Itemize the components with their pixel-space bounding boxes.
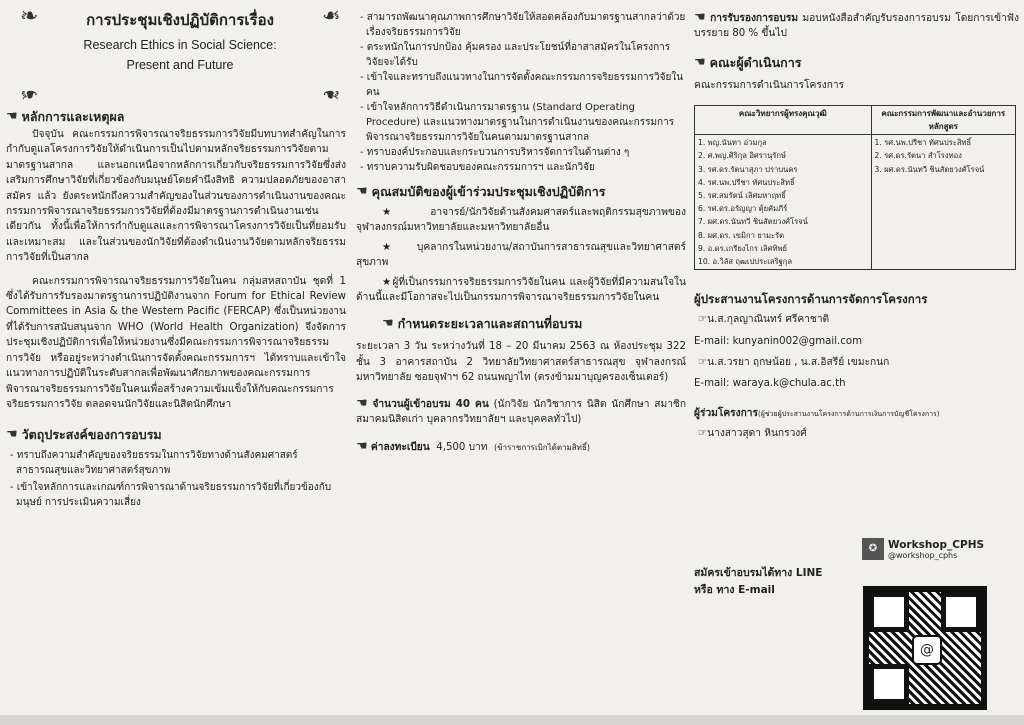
board-list	[871, 135, 1015, 270]
speaker-item: 6. รศ.ดร.อรัญญา ตุ้ยคัมภีร์	[698, 204, 788, 214]
column-right	[694, 0, 1019, 596]
board-item: 2. รศ.ดร.รัตนา สำโรงทอง	[874, 151, 962, 161]
speaker-item: 7. ผศ.ดร.นันทวี ชินสัตยวงศ์โรจน์	[698, 217, 808, 227]
coordinator-email-1[interactable]: E-mail: kunyanin002@gmail.com	[694, 335, 863, 347]
pointing-hand-icon: ☚	[6, 427, 18, 443]
schedule-text: ระยะเวลา 3 วัน ระหว่างวันที่ 18 – 20 มีนาคม 2563 ณ ห้องประชุม 322 ชั้น 3 อาคารสถาบัน 2 วิทยาลัยวิทยาศาสตร์สาธารณสุข จุฬาลงกรณ์มหาวิทยาลัย ซอยจุฬาฯ 62 ถนนพญาไท (ตรงข้ามมาบุญครองเซ็นเตอร์)	[356, 341, 686, 384]
certification-text	[694, 10, 1019, 42]
pointing-hand-icon: ☚	[6, 109, 18, 124]
qualification-item: ★อาจารย์/นักวิจัยด้านสังคมศาสตร์และพฤติกรรมสุขภาพของจุฬาลงกรณ์มหาวิทยาลัยและมหาวิทยาลัยอื่น	[356, 207, 686, 234]
participants-label: จำนวนผู้เข้าอบรม 40 คน	[372, 398, 489, 410]
pointing-hand-icon: ☚	[694, 10, 706, 25]
rationale-paragraph-1: ปัจจุบัน คณะกรรมการพิจารณาจริยธรรมการวิจัยมีบทบาทสำคัญในการกำกับดูแลโครงการวิจัยให้ดำเนินการเป็นไปตามหลักจริยธรรมการวิจัยตามมาตรฐานสากล และนอกเหนือจากหลักการเกี่ยวกับจริยธรรมการวิจัยซึ่งส่งเสริมการศึกษาวิจัยที่เกี่ยวข้องกับมนุษย์โดยคำนึงสิทธิ ความปลอดภัยของอาสาสมัคร แล้ว ยังตระหนักถึงความสำคัญของในส่วนของการดำเนินงานของคณะกรรมการพิจารณาจริยธรรมการวิจัยที่ต้องมีมาตรฐานการดำเนินงานเช่นเดียวกัน ทั้งนี้เพื่อให้การกำกับดูแลและการพิจารณาโครงการวิจัยเป็นที่ยอมรับและเหมาะสม และในส่วนของนักวิจัยที่ต้องดำเนินงานวิจัยตามหลักจริยธรรมการวิจัยที่เป็นสากล	[6, 129, 346, 264]
section-heading-committee: ☚ คณะผู้ดำเนินการ	[694, 54, 802, 70]
register-line-1: สมัครเข้าอบรมได้ทาง LINE	[694, 567, 823, 579]
coordinator-email-2[interactable]: E-mail: waraya.k@chula.ac.th	[694, 378, 846, 390]
pointing-hand-icon: ☚	[356, 439, 368, 455]
objective-item: - เข้าใจหลักการและเกณฑ์การพิจารณาด้านจริยธรรมการวิจัยที่เกี่ยวข้องกับมนุษย์ การประเมินความเสี่ยง	[10, 482, 332, 509]
board-item: 1. รศ.นพ.ปรีชา ทัศนประสิทธิ์	[874, 138, 972, 148]
fee-note: (ข้าราชการเบิกได้ตามสิทธิ์)	[494, 443, 590, 453]
bottom-strip	[0, 715, 1024, 725]
qualification-item: ★บุคลากรในหน่วยงาน/สถาบันการสาธารณสุขและวิทยาศาสตร์สุขภาพ	[356, 241, 686, 269]
qr-code[interactable]	[863, 586, 987, 710]
speaker-item: 3. รศ.ดร.รัตนาสุภา ปราบนคร	[698, 164, 798, 174]
column-left	[6, 0, 346, 510]
corner-ornament-icon: ❧	[321, 4, 340, 29]
objective-item: - เข้าใจและทราบถึงแนวทางในการจัดตั้งคณะกรรมการจริยธรรมการวิจัยในคน	[360, 72, 684, 98]
board-item: 3. ผศ.ดร.นันทวี ชินสัตยวงศ์โรจน์	[874, 164, 985, 174]
seal-logo-icon: ✪	[862, 538, 884, 560]
certification-label: การรับรองการอบรม	[710, 13, 799, 24]
pointing-hand-icon: ☚	[382, 316, 394, 332]
participants-text	[356, 396, 686, 428]
coordinator-name-1: ☞น.ส.กุลญาณินทร์ ศรีคาชาติ	[698, 314, 830, 326]
speaker-item: 5. รศ.สมรัตน์ เลิศมหาฤทธิ์	[698, 191, 786, 201]
speakers-list	[695, 135, 872, 270]
speaker-item: 2. ศ.พญ.ศิริกุล อิศรานุรักษ์	[698, 151, 786, 161]
committee-subheading: คณะกรรมการดำเนินการโครงการ	[694, 79, 845, 91]
objective-item: - ทราบองค์ประกอบและกระบวนการบริหารจัดการในด้านต่าง ๆ	[360, 147, 630, 158]
co-project-note: (ผู้ช่วยผู้ประสานงานโครงการด้านการเงินการบัญชีโครงการ)	[757, 409, 940, 418]
column-middle	[356, 0, 686, 456]
committee-col1-header: คณะวิทยากรผู้ทรงคุณวุฒิ	[695, 106, 872, 135]
title-english-line1: Research Ethics in Social Science:	[83, 38, 277, 52]
pointing-hand-icon: ☚	[356, 184, 368, 199]
objective-item: - ตระหนักในการปกป้อง คุ้มครอง และประโยชน์ที่อาสาสมัครในโครงการวิจัยจะได้รับ	[360, 42, 671, 68]
line-account-id: @workshop_cphs	[888, 550, 958, 560]
section-heading-rationale: ☚ หลักการและเหตุผล	[6, 109, 125, 124]
corner-ornament-icon: ❧	[321, 81, 340, 106]
coordinators-heading: ผู้ประสานงานโครงการด้านการจัดการโครงการ	[694, 292, 928, 307]
section-heading-objectives: ☚ วัตถุประสงค์ของการอบรม	[6, 427, 162, 443]
section-heading-qualifications: ☚ คุณสมบัติของผู้เข้าร่วมประชุมเชิงปฏิบัติการ	[356, 184, 606, 199]
committee-col2-header: คณะกรรมการพัฒนาและอำนวยการหลักสูตร	[871, 106, 1015, 135]
co-project-heading: ผู้ร่วมโครงการ(ผู้ช่วยผู้ประสานงานโครงการด้านการเงินการบัญชีโครงการ)	[694, 407, 940, 419]
certification-detail: มอบหนังสือสำคัญรับรองการอบรม โดยการเข้าฟังบรรยาย 80 % ขึ้นไป	[694, 13, 1019, 40]
line-account-name: Workshop_CPHS	[888, 538, 985, 551]
fee-amount: 4,500 บาท	[436, 442, 488, 454]
line-account[interactable]	[862, 538, 984, 560]
line-logo-icon: @	[912, 635, 942, 665]
section-heading-schedule: ☚ กำหนดระยะเวลาและสถานที่อบรม	[382, 316, 583, 332]
speaker-item: 10. อ.วิลัส ฤฒเปประเสริฐกุล	[698, 257, 793, 267]
coordinator-name-2: ☞น.ส.วรยา ฤกษน้อย , น.ส.อิสรีย์ เขมะกนก	[698, 357, 890, 369]
title-thai: การประชุมเชิงปฏิบัติการเรื่อง	[86, 11, 274, 29]
title-english-line2: Present and Future	[126, 58, 234, 72]
fee-label: ค่าลงทะเบียน	[370, 442, 430, 454]
corner-ornament-icon: ❧	[20, 81, 39, 106]
fee-text	[356, 439, 686, 455]
committee-table	[694, 105, 1016, 270]
participants-detail: (นักวิจัย นักวิชาการ นิสิต นักศึกษา สมาชิกสมาคมนิสิตเก่า บุคลากรวิทยาลัยฯ และบุคคลทั่วไป)	[356, 398, 687, 426]
title-box	[20, 4, 340, 106]
speaker-item: 8. ผศ.ดร. เขมิกา ยามะรัต	[698, 230, 785, 240]
corner-ornament-icon: ❧	[20, 4, 39, 29]
objective-item: - ทราบถึงความสำคัญของจริยธรรมในการวิจัยทางด้านสังคมศาสตร์ สาธารณสุขและวิทยาศาสตร์สุขภาพ	[10, 450, 298, 477]
objective-item: - สามารถพัฒนาคุณภาพการศึกษาวิจัยให้สอดคล้องกับมาตรฐานสากลว่าด้วยเรื่องจริยธรรมการวิจัย	[360, 12, 686, 38]
qualification-item: ★ผู้ที่เป็นกรรมการจริยธรรมการวิจัยในคน และผู้วิจัยที่มีความสนใจในด้านนี้และมีโอกาสจะไปเป็นกรรมการพิจารณาจริยธรรมการวิจัยในคน	[356, 276, 686, 304]
speaker-item: 1. พญ.นันทา อ่วมกุล	[698, 138, 767, 148]
pointing-hand-icon: ☚	[694, 54, 706, 70]
speaker-item: 4. รศ.นพ.ปรีชา ทัศนประสิทธิ์	[698, 177, 795, 187]
objective-item: - เข้าใจหลักการวิธีดำเนินการมาตรฐาน (Standard Operating Procedure) และแนวทางมาตรฐานในการดำเนินงานของคณะกรรมการพิจารณาจริยธรรมการวิจัยในคนตามมาตรฐานสากล	[360, 102, 675, 143]
objective-item: - ทราบความรับผิดชอบของคณะกรรมการฯ และนักวิจัย	[360, 162, 595, 173]
co-project-name: ☞นางสาวสุดา หินกรวงศ์	[698, 428, 807, 440]
register-line-2: หรือ ทาง E-mail	[694, 584, 775, 596]
rationale-paragraph-2: คณะกรรมการพิจารณาจริยธรรมการวิจัยในคน กลุ่มสหสถาบัน ชุดที่ 1 ซึ่งได้รับการรับรองมาตรฐานการปฏิบัติงานจาก Forum for Ethical Review Committees in Asia & the Western Pacific (FERCAP) ซึ่งเป็นหน่วยงานที่ได้รับการสนับสนุนจาก WHO (World Health Organization) จึงจัดการประชุมเชิงปฏิบัติการเพื่อให้หน่วยงานซึ่งมีคณะกรรมการพิจารณาจริยธรรมการวิจัย หรืออยู่ระหว่างดำเนินการจัดตั้งคณะกรรมการฯ ได้ทราบและเข้าใจแนวทางการปฏิบัติในระดับสากลเพื่อพัฒนาศักยภาพของคณะกรรมการพิจารณาจริยธรรมการวิจัยในคนเพื่อสร้างความเข้มแข็งให้กับคณะกรรมการจริยธรรมการวิจัย ตลอดจนนักวิจัยและนิสิตนักศึกษา	[6, 275, 346, 410]
speaker-item: 9. อ.ดร.เกรียงไกร เลิศทิพย์	[698, 243, 787, 253]
pointing-hand-icon: ☚	[356, 395, 368, 411]
